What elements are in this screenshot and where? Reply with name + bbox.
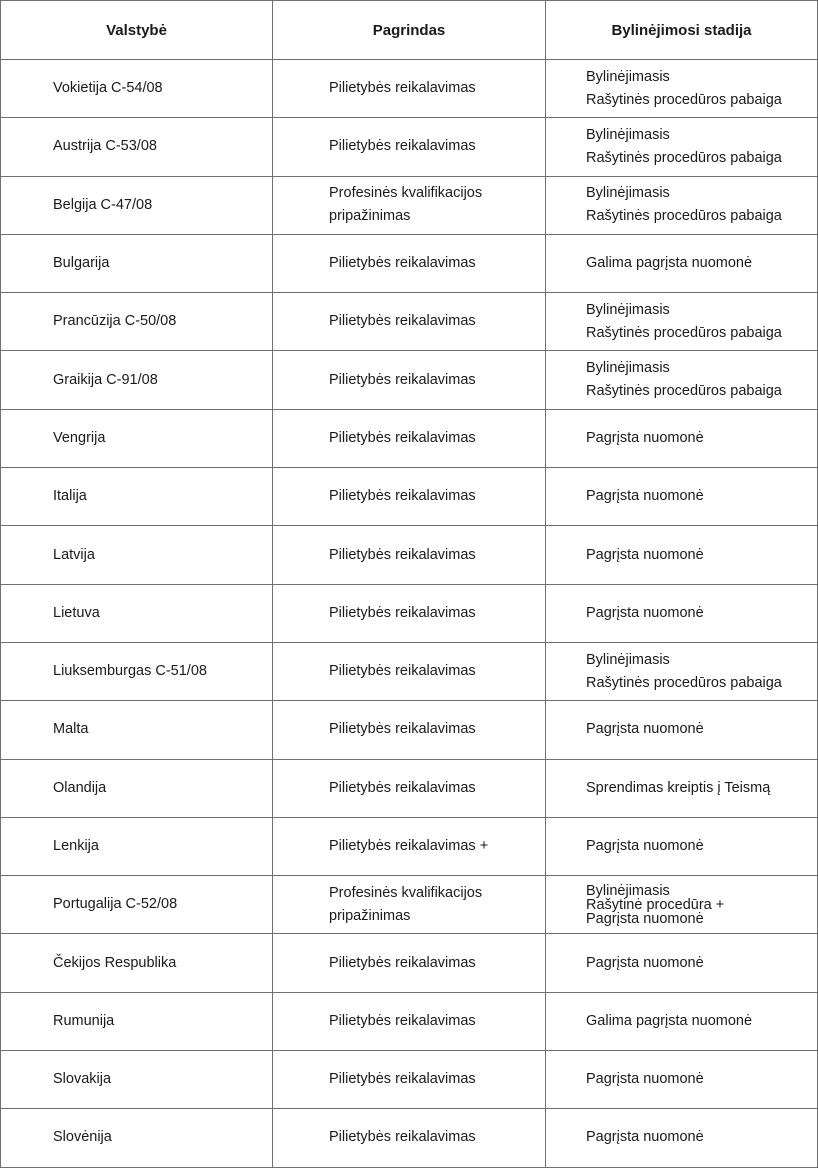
cell-basis — [273, 468, 546, 526]
cell-stage — [546, 642, 818, 700]
stage-line: Pagrįsta nuomonė — [586, 838, 704, 854]
cell-basis — [273, 934, 546, 992]
cell-state: Austrija C-53/08 — [1, 118, 273, 176]
cell-basis — [273, 759, 546, 817]
cell-basis — [273, 176, 546, 234]
cell-state: Bulgarija — [1, 234, 273, 292]
cell-basis — [273, 584, 546, 642]
cell-stage — [546, 584, 818, 642]
table-row — [1, 118, 818, 176]
basis-line: Pilietybės reikalavimas — [329, 779, 476, 796]
cell-state: Prancūzija C-50/08 — [1, 293, 273, 351]
cell-stage — [546, 60, 818, 118]
basis-line: Pilietybės reikalavimas — [329, 604, 476, 621]
stage-line: Rašytinės procedūros pabaiga — [586, 91, 782, 108]
stage-line: Galima pagrįsta nuomonė — [586, 255, 753, 272]
table-row — [1, 351, 818, 409]
header-state: Valstybė — [1, 1, 273, 60]
table-row — [1, 992, 818, 1050]
stage-line: Rašytinės procedūros pabaiga — [586, 324, 782, 341]
cell-stage — [546, 701, 818, 759]
cell-stage — [546, 1109, 818, 1167]
cell-state: Portugalija C-52/08 — [1, 876, 273, 934]
stage-line: Bylinėjimasis — [586, 360, 670, 377]
cell-state: Rumunija — [1, 992, 273, 1050]
stage-line: Rašytinės procedūros pabaiga — [586, 208, 782, 225]
basis-line: Pilietybės reikalavimas — [329, 255, 476, 272]
basis-line: Pilietybės reikalavimas — [329, 1071, 476, 1088]
cell-state: Graikija C-91/08 — [1, 351, 273, 409]
table-row — [1, 934, 818, 992]
stage-line: Pagrįsta nuomonė — [586, 429, 704, 446]
cell-state: Belgija C-47/08 — [1, 176, 273, 234]
cell-basis — [273, 992, 546, 1050]
cell-basis — [273, 234, 546, 292]
basis-line: Pilietybės reikalavimas — [329, 954, 476, 971]
cell-basis — [273, 351, 546, 409]
cell-stage — [546, 817, 818, 875]
stage-line: Rašytinės procedūros pabaiga — [586, 383, 782, 400]
basis-line: Pilietybės reikalavimas — [329, 488, 476, 505]
cell-basis — [273, 60, 546, 118]
table-row — [1, 468, 818, 526]
basis-line: Profesinės kvalifikacijos — [329, 185, 483, 202]
stage-line: Rašytinės procedūros pabaiga — [586, 149, 782, 166]
basis-line: Pilietybės reikalavimas — [329, 721, 476, 738]
stage-line: Bylinėjimasis — [586, 68, 670, 85]
cell-stage — [546, 1051, 818, 1109]
stage-line: Pagrįsta nuomonė — [586, 1071, 704, 1088]
basis-line: Pilietybės reikalavimas + — [329, 838, 489, 854]
cell-basis — [273, 1109, 546, 1167]
cell-state: Latvija — [1, 526, 273, 584]
cell-state: Liuksemburgas C-51/08 — [1, 642, 273, 700]
cell-stage — [546, 351, 818, 409]
cell-state: Vokietija C-54/08 — [1, 60, 273, 118]
cell-stage — [546, 118, 818, 176]
basis-line: Pilietybės reikalavimas — [329, 80, 476, 97]
table-row — [1, 293, 818, 351]
stage-line: Rašytinė procedūra + — [586, 896, 725, 913]
table-row — [1, 1051, 818, 1109]
table-row — [1, 876, 818, 934]
table-body — [1, 60, 818, 1168]
table-row — [1, 234, 818, 292]
table-row — [1, 60, 818, 118]
stage-line: Pagrįsta nuomonė — [586, 488, 704, 505]
stage-line: Pagrįsta nuomonė — [586, 954, 704, 971]
stage-line: Bylinėjimasis — [586, 126, 670, 143]
stage-line: Bylinėjimasis — [586, 882, 670, 899]
stage-line: Pagrįsta nuomonė — [586, 1129, 704, 1146]
stage-line: Rašytinės procedūros pabaiga — [586, 674, 782, 691]
cell-basis — [273, 817, 546, 875]
cell-stage — [546, 176, 818, 234]
cell-state: Čekijos Respublika — [1, 934, 273, 992]
cell-state: Lietuva — [1, 584, 273, 642]
table-row — [1, 759, 818, 817]
stage-line: Bylinėjimasis — [586, 185, 670, 202]
table-row — [1, 642, 818, 700]
stage-line: Pagrįsta nuomonė — [586, 604, 704, 621]
cell-basis — [273, 409, 546, 467]
basis-line: Pilietybės reikalavimas — [329, 663, 476, 680]
cell-stage — [546, 759, 818, 817]
basis-line: Pilietybės reikalavimas — [329, 1012, 476, 1029]
cell-stage — [546, 992, 818, 1050]
cell-basis — [273, 1051, 546, 1109]
basis-line: Pilietybės reikalavimas — [329, 313, 476, 330]
cell-basis — [273, 642, 546, 700]
stage-line: Galima pagrįsta nuomonė — [586, 1012, 753, 1029]
stage-line: Pagrįsta nuomonė — [586, 721, 704, 738]
cell-stage — [546, 526, 818, 584]
table-row — [1, 409, 818, 467]
cell-state: Vengrija — [1, 409, 273, 467]
stage-line: Bylinėjimasis — [586, 651, 670, 668]
cell-state: Lenkija — [1, 817, 273, 875]
cell-state: Italija — [1, 468, 273, 526]
basis-line: Pilietybės reikalavimas — [329, 429, 476, 446]
basis-line: Profesinės kvalifikacijos — [329, 884, 483, 901]
table-row — [1, 584, 818, 642]
stage-line: Sprendimas kreiptis į Teismą — [586, 779, 771, 796]
basis-line: Pilietybės reikalavimas — [329, 1129, 476, 1146]
stage-line: Pagrįsta nuomonė — [586, 910, 704, 927]
basis-line: pripažinimas — [329, 208, 411, 225]
header-basis: Pagrindas — [273, 1, 546, 60]
cell-basis — [273, 293, 546, 351]
cell-stage — [546, 293, 818, 351]
cell-state: Slovakija — [1, 1051, 273, 1109]
cell-stage — [546, 409, 818, 467]
basis-line: Pilietybės reikalavimas — [329, 138, 476, 155]
cell-state: Slovėnija — [1, 1109, 273, 1167]
table-row — [1, 817, 818, 875]
table-row — [1, 1109, 818, 1167]
cell-state: Malta — [1, 701, 273, 759]
table-row — [1, 526, 818, 584]
basis-line: pripažinimas — [329, 907, 411, 924]
cell-stage — [546, 934, 818, 992]
cell-basis — [273, 118, 546, 176]
header-stage: Bylinėjimosi stadija — [546, 1, 818, 60]
cell-basis — [273, 876, 546, 934]
table-row — [1, 176, 818, 234]
cell-stage — [546, 876, 818, 934]
cell-basis — [273, 701, 546, 759]
cell-stage — [546, 234, 818, 292]
cell-basis — [273, 526, 546, 584]
basis-line: Pilietybės reikalavimas — [329, 371, 476, 388]
cell-stage — [546, 468, 818, 526]
stage-line: Pagrįsta nuomonė — [586, 546, 704, 563]
header-row — [1, 1, 818, 60]
table-row — [1, 701, 818, 759]
cell-state: Olandija — [1, 759, 273, 817]
stage-line: Bylinėjimasis — [586, 301, 670, 318]
basis-line: Pilietybės reikalavimas — [329, 546, 476, 563]
